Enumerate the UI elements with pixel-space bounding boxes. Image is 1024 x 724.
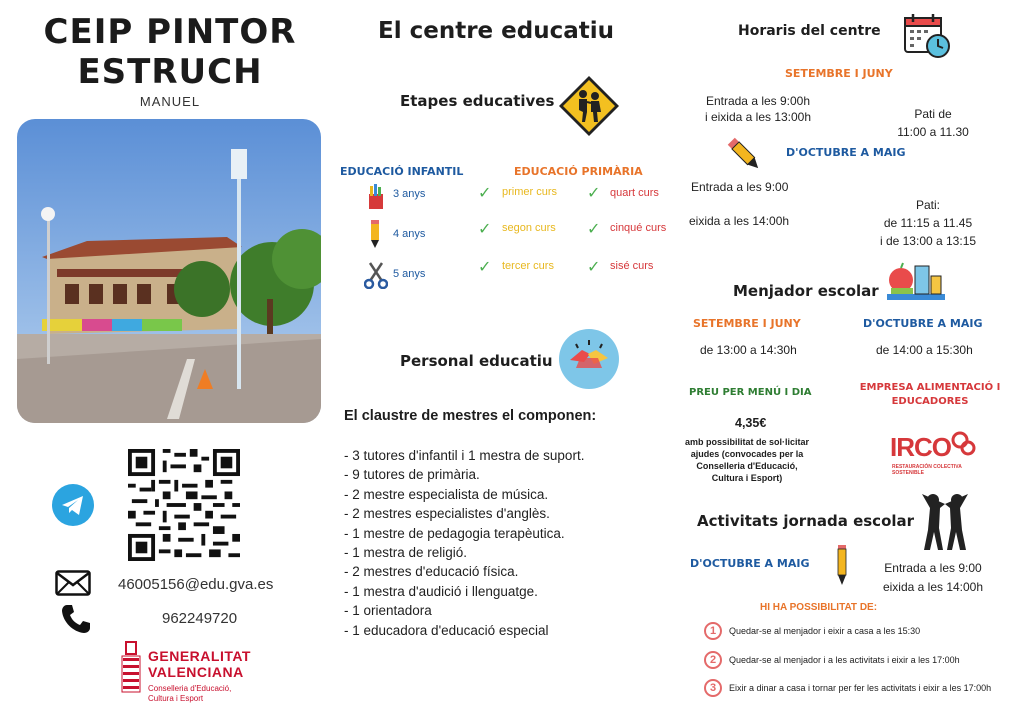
irco-sub-line2: SOSTENIBLE: [892, 470, 924, 476]
etapes-title: Etapes educatives: [400, 92, 555, 110]
number-2-icon: 2: [704, 651, 722, 669]
preu-note-line: Cultura i Esport): [711, 473, 783, 483]
check-icon: ✓: [587, 185, 601, 202]
option-text: Quedar-se al menjador i a les activitats i eixir a les 17:00h: [729, 655, 960, 665]
number-3-icon: 3: [704, 679, 722, 697]
pati2-time1: de 11:15 a 11.45: [883, 216, 973, 230]
menjador-setembre-time: de 13:00 a 14:30h: [700, 343, 797, 357]
horaris-octubre-eixida: eixida a les 14:00h: [689, 214, 790, 228]
school-photo: [17, 119, 321, 423]
claustre-item: - 1 mestre de pedagogia terapèutica.: [344, 525, 565, 541]
mail-icon: [55, 570, 91, 596]
menjador-octubre-time: de 14:00 a 15:30h: [876, 343, 973, 357]
check-icon: ✓: [587, 221, 601, 238]
check-icon: ✓: [587, 259, 601, 276]
check-icon: ✓: [478, 259, 492, 276]
menjador-title: Menjador escolar: [733, 282, 879, 300]
primaria-item-3: tercer curs: [502, 260, 554, 272]
claustre-item: - 2 mestre especialista de música.: [344, 486, 549, 502]
preu-note: [683, 436, 811, 484]
qr-code[interactable]: [128, 449, 240, 561]
option-row: [704, 678, 1020, 698]
primaria-item-6: sisé curs: [610, 260, 654, 272]
preu-value: 4,35€: [735, 416, 767, 430]
empresa-title: [850, 381, 1010, 409]
primaria-item-5: cinqué curs: [610, 222, 667, 234]
option-row: [704, 621, 1020, 641]
horaris-octubre-entrada: Entrada a les 9:00: [691, 180, 789, 194]
gva-conselleria: [148, 684, 231, 704]
primaria-item-2: segon curs: [502, 222, 556, 234]
claustre-item: - 9 tutores de primària.: [344, 467, 480, 483]
primaria-title: EDUCACIÓ PRIMÀRIA: [514, 165, 643, 178]
activitats-times: [874, 559, 992, 597]
option-text: Quedar-se al menjador i eixir a casa a les 15:30: [729, 626, 921, 636]
menjador-setembre-title: SETEMBRE I JUNY: [693, 317, 801, 330]
infantil-item-1: 3 anys: [393, 188, 426, 200]
scissors-icon: [364, 261, 388, 289]
claustre-title: El claustre de mestres el componen:: [344, 408, 597, 424]
infantil-title: EDUCACIÓ INFANTIL: [340, 165, 464, 178]
check-icon: ✓: [478, 221, 492, 238]
gva-line1: GENERALITAT: [148, 648, 251, 664]
gva-line2: VALENCIANA: [148, 664, 244, 680]
telegram-icon[interactable]: [52, 484, 94, 526]
teamwork-icon: [558, 328, 620, 390]
irco-logo: [890, 428, 980, 483]
infantil-item-3: 5 anys: [393, 268, 426, 280]
email-text[interactable]: 46005156@edu.gva.es: [118, 576, 274, 593]
centre-title: El centre educatiu: [378, 18, 614, 44]
gva-name: [148, 648, 251, 680]
school-subtitle: MANUEL: [139, 94, 201, 109]
irco-sub: [892, 464, 962, 476]
activitats-entrada: Entrada a les 9:00: [884, 561, 982, 575]
activitats-title: Activitats jornada escolar: [697, 512, 915, 530]
school-title-line2: ESTRUCH: [77, 52, 263, 92]
claustre-item: - 1 orientadora: [344, 603, 432, 619]
pati1: [878, 105, 988, 141]
horaris-setembre-line1: Entrada a les 9:00h: [705, 94, 811, 108]
gva-logo-icon: [120, 640, 144, 696]
claustre-item: - 1 mestra d'audició i llenguatge.: [344, 583, 538, 599]
infantil-item-2: 4 anys: [393, 228, 426, 240]
option-text: Eixir a dinar a casa i tornar per fer les activitats i eixir a les 17:00h: [729, 683, 992, 693]
gva-line3: Conselleria d'Educació,: [148, 684, 232, 693]
claustre-item: - 3 tutores d'infantil i 1 mestra de suport.: [344, 448, 585, 463]
phone-icon: [60, 603, 92, 635]
claustre-item: - 2 mestres d'educació física.: [344, 564, 519, 580]
school-title: [40, 12, 300, 92]
menjador-octubre-title: D'OCTUBRE A MAIG: [863, 317, 983, 330]
pati1-time: 11:00 a 11.30: [897, 125, 969, 139]
pati2: [868, 196, 988, 250]
pati2-label: Pati:: [915, 198, 940, 212]
empresa-title-line1: EMPRESA ALIMENTACIÓ I: [859, 382, 1001, 393]
phone-text[interactable]: 962249720: [162, 610, 238, 627]
pati1-label: Pati de: [914, 107, 952, 121]
claustre-item: - 1 mestra de religió.: [344, 545, 468, 561]
horaris-setembre-text: [698, 93, 818, 125]
horaris-octubre-title: D'OCTUBRE A MAIG: [786, 146, 906, 159]
pencil-icon: [836, 545, 848, 585]
calendar-clock-icon: [903, 12, 951, 60]
pencil-icon: [724, 134, 764, 174]
number-1-icon: 1: [704, 622, 722, 640]
lunch-tray-icon: [885, 262, 947, 304]
preu-note-line: amb possibilitat de sol·licitar: [684, 437, 810, 447]
activitats-eixida: eixida a les 14:00h: [882, 580, 984, 594]
primaria-item-1: primer curs: [502, 186, 558, 198]
preu-title: PREU PER MENÚ I DIA: [689, 387, 812, 398]
irco-name: IRCO: [890, 432, 951, 462]
claustre-item: - 1 educadora d'educació especial: [344, 622, 549, 638]
claustre-list: [344, 446, 584, 640]
activitats-octubre-title: D'OCTUBRE A MAIG: [690, 557, 810, 570]
kids-playing-icon: [918, 490, 972, 552]
school-title-line1: CEIP PINTOR: [43, 12, 297, 52]
preu-note-line: ajudes (convocades per la: [690, 449, 804, 459]
possibilitat-title: HI HA POSSIBILITAT DE:: [760, 602, 878, 613]
crayons-icon: [366, 184, 386, 210]
gva-line4: Cultura i Esport: [148, 694, 204, 703]
school-crossing-icon: [557, 74, 621, 138]
preu-note-line: Conselleria d'Educació,: [696, 461, 798, 471]
horaris-setembre-line2: i eixida a les 13:00h: [704, 110, 812, 124]
pencil-icon: [369, 220, 381, 248]
claustre-item: - 2 mestres especialistes d'anglès.: [344, 506, 550, 522]
pati2-time2: i de 13:00 a 13:15: [879, 234, 977, 248]
primaria-item-4: quart curs: [610, 187, 659, 199]
horaris-setembre-title: SETEMBRE I JUNY: [785, 67, 893, 80]
option-row: [704, 650, 1020, 670]
horaris-title: Horaris del centre: [738, 23, 881, 39]
personal-title: Personal educatiu: [400, 352, 553, 370]
irco-sub-line1: RESTAURACIÓN COLECTIVA: [892, 464, 962, 470]
empresa-title-line2: EDUCADORES: [891, 396, 969, 407]
check-icon: ✓: [478, 185, 492, 202]
